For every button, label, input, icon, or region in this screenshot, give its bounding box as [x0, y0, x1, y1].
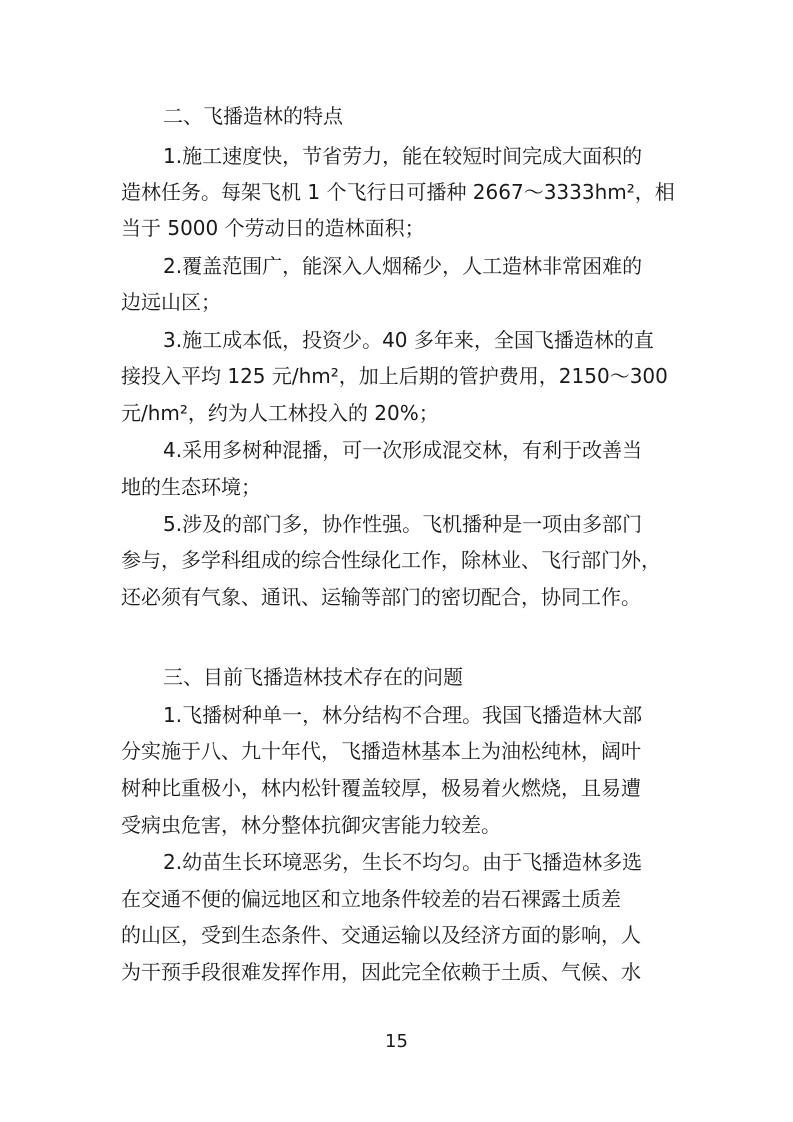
paragraph-line: 的山区，受到生态条件、交通运输以及经济方面的影响，人: [121, 923, 641, 947]
paragraph-line: 1.飞播树种单一，林分结构不合理。我国飞播造林大部: [163, 703, 643, 727]
paragraph-line: 2.覆盖范围广，能深入人烟稀少，人工造林非常困难的: [163, 254, 643, 278]
paragraph-line: 元/hm²，约为人工林投入的 20%；: [121, 401, 439, 425]
paragraph-line: 边远山区；: [121, 290, 221, 314]
paragraph-line: 受病虫危害，林分整体抗御灾害能力较差。: [121, 813, 501, 837]
paragraph-line: 地的生态环境；: [121, 475, 261, 499]
paragraph-line: 5.涉及的部门多，协作性强。飞机播种是一项由多部门: [163, 512, 643, 536]
paragraph-line: 树种比重极小，林内松针覆盖较厚，极易着火燃烧，且易遭: [121, 776, 641, 800]
paragraph-line: 当于 5000 个劳动日的造林面积；: [121, 216, 425, 240]
paragraph-line: 在交通不便的偏远地区和立地条件较差的岩石裸露土质差: [121, 887, 621, 911]
paragraph-line: 为干预手段很难发挥作用，因此完全依赖于土质、气候、水: [121, 960, 641, 984]
paragraph-line: 还必须有气象、通讯、运输等部门的密切配合，协同工作。: [121, 585, 641, 609]
page-number: 15: [385, 1031, 408, 1052]
paragraph-line: 3.施工成本低，投资少。40 多年来，全国飞播造林的直: [163, 328, 654, 352]
section-heading: 三、目前飞播造林技术存在的问题: [163, 665, 463, 689]
paragraph-line: 2.幼苗生长环境恶劣，生长不均匀。由于飞播造林多选: [163, 850, 643, 874]
paragraph-line: 1.施工速度快，节省劳力，能在较短时间完成大面积的: [163, 144, 643, 168]
paragraph-line: 造林任务。每架飞机 1 个飞行日可播种 2667～3333hm²，相: [121, 180, 675, 204]
section-heading: 二、飞播造林的特点: [163, 104, 343, 128]
paragraph-line: 4.采用多树种混播，可一次形成混交林，有利于改善当: [163, 438, 643, 462]
paragraph-line: 接投入平均 125 元/hm²，加上后期的管护费用，2150～300: [121, 364, 668, 388]
paragraph-line: 分实施于八、九十年代，飞播造林基本上为油松纯林，阔叶: [121, 739, 641, 763]
paragraph-line: 参与，多学科组成的综合性绿化工作，除林业、飞行部门外，: [121, 548, 661, 572]
